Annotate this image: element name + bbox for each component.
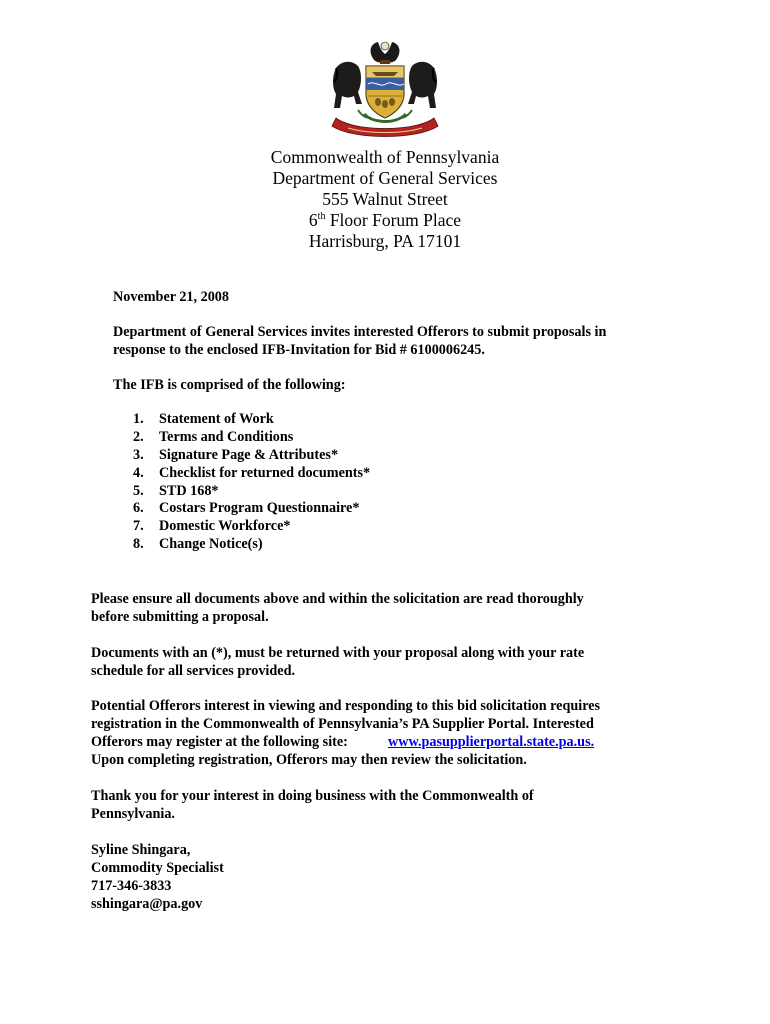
floor-place: Floor Forum Place xyxy=(325,210,462,230)
list-item xyxy=(133,465,370,483)
potential-line-1: Potential Offerors interest in viewing and responding to this bid solicitation requires xyxy=(91,698,601,714)
list-item-text: Costars Program Questionnaire* xyxy=(159,500,360,517)
letterhead-city: Harrisburg, PA 17101 xyxy=(308,231,462,251)
eagle-icon xyxy=(371,42,400,64)
signature-name: Syline Shingara, xyxy=(91,842,191,858)
shield-icon xyxy=(366,66,404,118)
list-item-text: Domestic Workforce* xyxy=(159,518,291,535)
thanks-line-1: Thank you for your interest in doing business with the Commonwealth of xyxy=(91,788,534,804)
letterhead-department: Department of General Services xyxy=(272,168,498,188)
list-item-number: 6. xyxy=(133,500,144,517)
signature-phone: 717-346-3833 xyxy=(91,878,172,894)
list-item-number: 3. xyxy=(133,446,144,463)
letterhead-street: 555 Walnut Street xyxy=(322,189,448,209)
signature-email: sshingara@pa.gov xyxy=(91,896,203,912)
list-item xyxy=(133,429,370,447)
list-item xyxy=(133,447,370,465)
list-item-number: 4. xyxy=(133,464,144,481)
intro-line-1: Department of General Services invites interested Offerors to submit proposals in xyxy=(113,324,607,340)
list-item xyxy=(133,536,370,554)
ensure-line-1: Please ensure all documents above and within the solicitation are read thoroughly xyxy=(91,591,584,607)
letterhead-organization: Commonwealth of Pennsylvania xyxy=(270,147,500,167)
letterhead-floor xyxy=(0,210,770,231)
thanks-line-2: Pennsylvania. xyxy=(91,806,175,822)
supplier-portal-link[interactable]: www.pasupplierportal.state.pa.us. xyxy=(388,734,595,750)
list-item-text: Checklist for returned documents* xyxy=(159,464,371,481)
floor-number: 6 xyxy=(308,210,318,230)
pennsylvania-coat-of-arms-seal xyxy=(328,38,442,142)
documents-line-2: schedule for all services provided. xyxy=(91,663,296,679)
right-horse-icon xyxy=(408,62,437,108)
list-item xyxy=(133,500,370,518)
list-item-text: Change Notice(s) xyxy=(159,536,263,553)
list-item xyxy=(133,483,370,501)
list-item-number: 2. xyxy=(133,428,144,445)
potential-line-3: Offerors may register at the following site: xyxy=(91,734,348,750)
letter-date: November 21, 2008 xyxy=(113,289,229,305)
left-horse-icon xyxy=(333,62,362,108)
documents-line-1: Documents with an (*), must be returned with your proposal along with your rate xyxy=(91,645,585,661)
potential-line-2: registration in the Commonwealth of Pennsylvania’s PA Supplier Portal. Interested xyxy=(91,716,594,732)
list-item-number: 7. xyxy=(133,518,144,535)
signature-title: Commodity Specialist xyxy=(91,860,224,876)
floor-ordinal-suffix: th xyxy=(317,211,326,223)
list-item-number: 5. xyxy=(133,482,144,499)
list-item-text: Signature Page & Attributes* xyxy=(159,446,339,463)
intro-line-2: response to the enclosed IFB-Invitation for Bid # 6100006245. xyxy=(113,342,485,358)
potential-line-4: Upon completing registration, Offerors may then review the solicitation. xyxy=(91,752,527,768)
ensure-line-2: before submitting a proposal. xyxy=(91,609,269,625)
ifb-document-list xyxy=(133,411,370,554)
list-item xyxy=(133,411,370,429)
ifb-heading: The IFB is comprised of the following: xyxy=(113,377,346,393)
letterhead xyxy=(0,147,770,252)
list-item xyxy=(133,518,370,536)
list-item-text: Statement of Work xyxy=(159,411,274,427)
list-item-number: 1. xyxy=(133,411,144,427)
list-item-text: STD 168* xyxy=(159,482,219,499)
list-item-text: Terms and Conditions xyxy=(159,428,294,445)
list-item-number: 8. xyxy=(133,536,144,553)
